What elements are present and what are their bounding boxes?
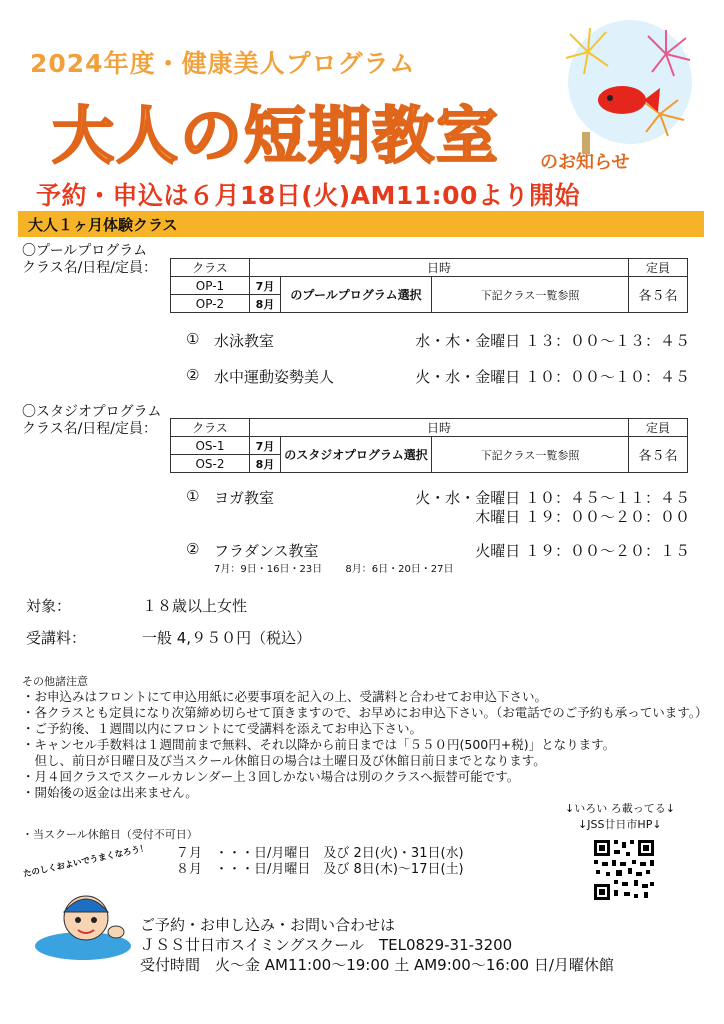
studio-row2-month: 8月 <box>250 455 281 473</box>
studio-capacity: 各５名 <box>629 437 688 473</box>
target-label: 対象： <box>26 597 72 615</box>
pool-row2-month: 8月 <box>250 295 281 313</box>
studio-heading: 〇スタジオプログラム <box>22 404 162 420</box>
studio-selection: のスタジオプログラム選択 <box>281 437 432 473</box>
subtitle: 2024年度・健康美人プログラム <box>30 49 416 78</box>
studio-col-class: クラス <box>171 419 250 437</box>
mascot-speech: たのしくおよいでうまくなろう！ <box>22 843 150 880</box>
pool-program-1-num: ① <box>186 330 200 348</box>
pool-capacity: 各５名 <box>629 277 688 313</box>
pool-row2-class: OP-2 <box>171 295 250 313</box>
contact-line-1: ご予約・お申し込み・お問い合わせは <box>140 916 396 934</box>
studio-program-2-dates: 7月：9日・16日・23日 8月：6日・20日・27日 <box>214 564 454 575</box>
pool-program-1-schedule: 水・木・金曜日 １３：００～１３：４５ <box>415 332 690 350</box>
studio-col-datetime: 日時 <box>250 419 629 437</box>
pool-program-1-name: 水泳教室 <box>214 332 275 350</box>
pool-program-2-schedule: 火・水・金曜日 １０：００～１０：４５ <box>415 368 690 386</box>
studio-program-1-schedule2: 木曜日 １９：００～２０：００ <box>475 508 690 526</box>
pool-row1-month: 7月 <box>250 277 281 295</box>
contact-line-2: ＪＳＳ廿日市スイミングスクール TEL0829-31-3200 <box>140 936 513 954</box>
qr-caption-2: ↓JSS廿日市HP↓ <box>578 818 662 831</box>
pool-heading: 〇プールプログラム <box>22 243 148 259</box>
pool-reference: 下記クラス一覧参照 <box>432 277 629 313</box>
pool-col-class: クラス <box>171 259 250 277</box>
studio-row1-class: OS-1 <box>171 437 250 455</box>
pool-meta-label: クラス名/日程/定員： <box>22 260 158 276</box>
studio-col-capacity: 定員 <box>629 419 688 437</box>
note-item: ・各クラスとも定員になり次第締め切らせて頂きますので、お早めにお申込下さい。（お電話でのご予約も承っています。） <box>22 705 708 720</box>
page-title: 大人の短期教室 <box>52 99 501 172</box>
pool-col-datetime: 日時 <box>250 259 629 277</box>
banner-label: 大人１ヶ月体験クラス <box>28 216 178 234</box>
studio-program-1-name: ヨガ教室 <box>214 489 275 507</box>
swimmer-mascot-icon <box>28 866 138 966</box>
studio-program-2-num: ② <box>186 540 200 558</box>
target-value: １８歳以上女性 <box>142 597 248 615</box>
title-suffix: のお知らせ <box>540 152 630 173</box>
studio-table <box>170 418 688 473</box>
studio-row1-month: 7月 <box>250 437 281 455</box>
note-item: ・ご予約後、１週間以内にフロントにて受講料を添えてお申込下さい。 <box>22 721 423 736</box>
closed-line-july: ７月 ・・・日/月曜日 及び 2日(火)・31日(水) <box>176 846 464 861</box>
note-item: 但し、前日が日曜日及び当スクール休館日の場合は土曜日及び休館日前日までとなります。 <box>22 753 546 768</box>
note-item: ・月４回クラスでスクールカレンダー上３回しかない場合は別のクラスへ振替可能です。 <box>22 769 520 784</box>
note-item: ・お申込みはフロントにて申込用紙に必要事項を記入の上、受講料と合わせてお申込下さい。 <box>22 689 548 704</box>
notes-heading: その他諸注意 <box>22 675 88 688</box>
note-item: ・開始後の返金は出来ません。 <box>22 785 198 800</box>
fee-value: 一般 4,９５０円（税込） <box>142 629 312 647</box>
pool-col-capacity: 定員 <box>629 259 688 277</box>
fee-label: 受講料： <box>26 629 87 647</box>
studio-program-2-schedule: 火曜日 １９：００～２０：１５ <box>475 542 690 560</box>
studio-program-2-name: フラダンス教室 <box>214 542 319 560</box>
studio-reference: 下記クラス一覧参照 <box>432 437 629 473</box>
announcement: 予約・申込は６月18日(火)AM11:00より開始 <box>36 181 580 210</box>
pool-table <box>170 258 688 313</box>
note-item: ・キャンセル手数料は１週間前まで無料、それ以降から前日までは「５５０円(500円+税)」となります。 <box>22 737 616 752</box>
closed-heading: ・当スクール休館日（受付不可日） <box>22 828 198 841</box>
fireworks-fan-icon <box>548 14 708 154</box>
studio-meta-label: クラス名/日程/定員： <box>22 421 158 437</box>
contact-line-3: 受付時間 火～金 AM11:00～19:00 土 AM9:00～16:00 日/月曜休館 <box>140 956 614 974</box>
qr-caption-1: ↓いろい ろ載ってる↓ <box>565 802 675 815</box>
pool-selection: のプールプログラム選択 <box>281 277 432 313</box>
pool-row1-class: OP-1 <box>171 277 250 295</box>
studio-program-1-num: ① <box>186 487 200 505</box>
pool-program-2-name: 水中運動姿勢美人 <box>214 368 335 386</box>
studio-row2-class: OS-2 <box>171 455 250 473</box>
qr-code-icon[interactable] <box>592 838 656 902</box>
section-banner <box>18 211 704 237</box>
pool-program-2-num: ② <box>186 366 200 384</box>
closed-line-august: ８月 ・・・日/月曜日 及び 8日(木)～17日(土) <box>176 862 464 877</box>
studio-program-1-schedule: 火・水・金曜日 １０：４５～１１：４５ <box>415 489 690 507</box>
